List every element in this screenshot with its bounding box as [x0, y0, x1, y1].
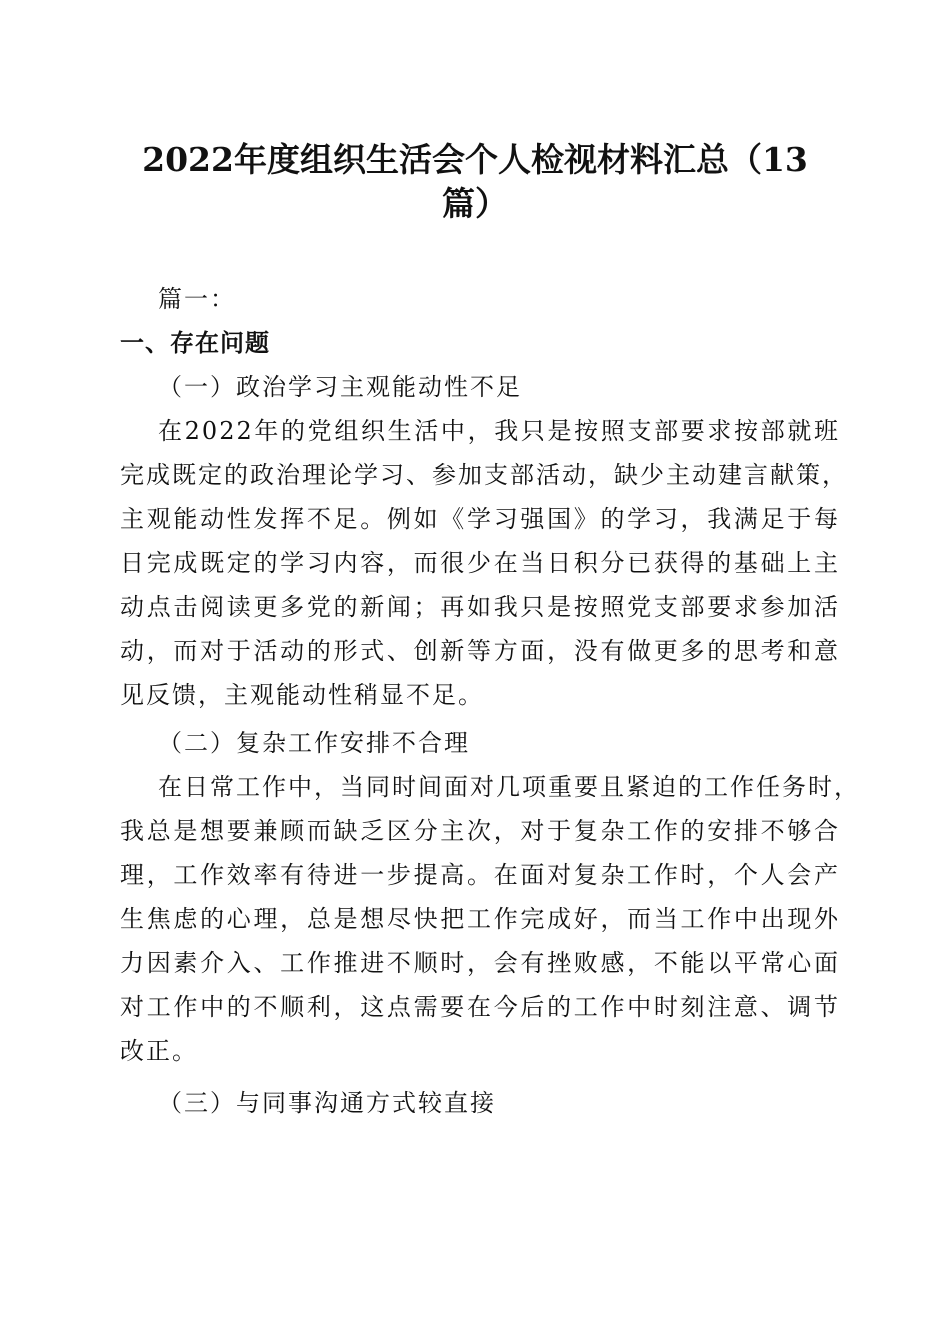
paragraph-1-line: 完成既定的政治理论学习、参加支部活动，缺少主动建言献策，	[120, 461, 848, 489]
paragraph-1-line: 动，而对于活动的形式、创新等方面，没有做更多的思考和意	[120, 637, 840, 665]
section-label: 篇一：	[158, 285, 236, 313]
paragraph-2-line: 生焦虑的心理，总是想尽快把工作完成好，而当工作中出现外	[120, 905, 840, 933]
paragraph-2-line: 理，工作效率有待进一步提高。在面对复杂工作时，个人会产	[120, 861, 840, 889]
paragraph-2-line: 我总是想要兼顾而缺乏区分主次，对于复杂工作的安排不够合	[120, 817, 840, 845]
paragraph-2-line: 对工作中的不顺利，这点需要在今后的工作中时刻注意、调节	[120, 993, 840, 1021]
paragraph-2-line: 力因素介入、工作推进不顺时，会有挫败感，不能以平常心面	[120, 949, 840, 977]
paragraph-1-line: 动点击阅读更多党的新闻；再如我只是按照党支部要求参加活	[120, 593, 840, 621]
subheading-2: （二）复杂工作安排不合理	[158, 729, 470, 757]
paragraph-1-line: 日完成既定的学习内容，而很少在当日积分已获得的基础上主	[120, 549, 840, 577]
subheading-1: （一）政治学习主观能动性不足	[158, 373, 522, 401]
title-line-1: 2022年度组织生活会个人检视材料汇总（13	[142, 140, 808, 179]
heading-problems: 一、存在问题	[120, 329, 270, 357]
paragraph-1-line: 主观能动性发挥不足。例如《学习强国》的学习，我满足于每	[120, 505, 840, 533]
paragraph-1-line: 见反馈，主观能动性稍显不足。	[120, 681, 484, 709]
document-title	[100, 138, 850, 226]
paragraph-1-line: 在2022年的党组织生活中，我只是按照支部要求按部就班	[158, 417, 840, 445]
paragraph-2-line: 改正。	[120, 1037, 198, 1065]
title-line-2: 篇）	[442, 184, 508, 223]
paragraph-2-line: 在日常工作中，当同时间面对几项重要且紧迫的工作任务时，	[158, 773, 860, 801]
subheading-3: （三）与同事沟通方式较直接	[158, 1089, 496, 1117]
